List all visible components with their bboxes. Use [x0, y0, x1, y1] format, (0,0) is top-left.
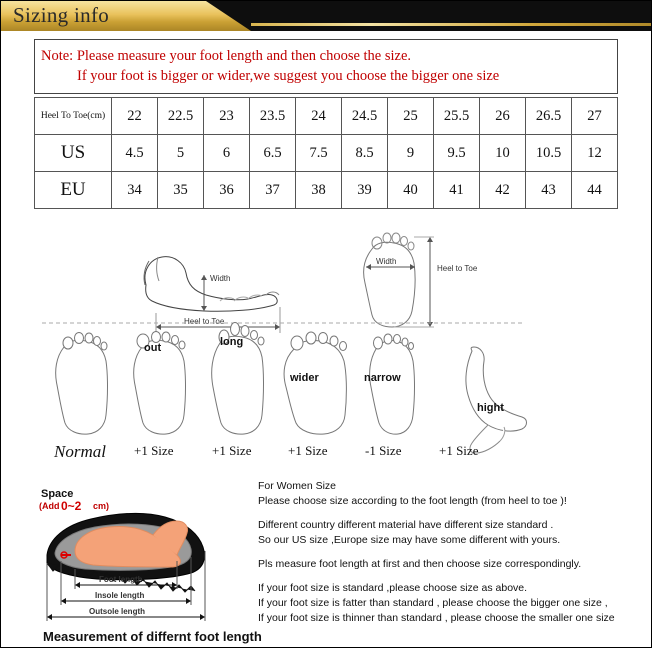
cell: 22 — [112, 98, 158, 135]
cell: 24 — [296, 98, 342, 135]
note-line-1: Note: Please measure your foot length and then choose the size. — [41, 48, 412, 64]
row-label-us: US — [35, 135, 112, 172]
spacer — [258, 548, 640, 557]
info-line-4: Pls measure foot length at first and then choose size correspondingly. — [258, 558, 582, 570]
size-table-body — [35, 98, 618, 209]
top-foot-width-label: Width — [376, 257, 397, 266]
gold-rule-decoration — [251, 23, 651, 26]
space-add-prefix: (Add — [39, 501, 60, 511]
cell: 10.5 — [526, 135, 572, 172]
info-title: For Women Size — [258, 480, 336, 492]
cell: 43 — [526, 172, 572, 209]
shoe-diagram-svg — [31, 477, 246, 627]
spacer — [258, 509, 640, 518]
foot-shape-label-narrow: narrow — [364, 372, 401, 384]
outsole-length-label: Outsole length — [89, 607, 145, 616]
cell: 41 — [434, 172, 480, 209]
cell: 10 — [480, 135, 526, 172]
cell: 27 — [572, 98, 618, 135]
spacer — [258, 572, 640, 581]
cell: 23.5 — [250, 98, 296, 135]
foot-size-label-long: +1 Size — [212, 443, 252, 458]
row-label-heel-to-toe: Heel To Toe(cm) — [35, 98, 112, 135]
space-add-suffix: cm) — [93, 501, 110, 511]
side-foot-heel-to-toe-label: Heel to Toe — [184, 317, 225, 326]
cell: 26.5 — [526, 98, 572, 135]
cell: 42 — [480, 172, 526, 209]
side-foot-width-label: Width — [210, 274, 231, 283]
cell: 9.5 — [434, 135, 480, 172]
foot-shape-label-out: out — [144, 342, 162, 354]
cell: 35 — [158, 172, 204, 209]
foot-shape-narrow — [370, 334, 415, 434]
foot-size-label-out: +1 Size — [134, 443, 174, 458]
bottom-section — [1, 477, 652, 647]
cell: 37 — [250, 172, 296, 209]
foot-length-label: Foot length — [99, 575, 143, 584]
cell: 34 — [112, 172, 158, 209]
space-add-value: 0~2 — [61, 499, 82, 513]
cell: 25.5 — [434, 98, 480, 135]
foot-shape-label-wider: wider — [290, 372, 319, 384]
cell: 25 — [388, 98, 434, 135]
table-row — [35, 135, 618, 172]
foot-size-label-hight: +1 Size — [439, 443, 479, 458]
foot-illustrations — [34, 215, 618, 477]
info-line-7: If your foot size is thinner than standard , please choose the smaller one size — [258, 612, 615, 624]
cell: 36 — [204, 172, 250, 209]
foot-shape-label-hight: hight — [477, 402, 504, 414]
cell: 44 — [572, 172, 618, 209]
size-conversion-table — [34, 97, 618, 209]
size-info-text — [258, 479, 640, 626]
cell: 24.5 — [342, 98, 388, 135]
foot-shape-label-long: long — [220, 336, 244, 348]
cell: 40 — [388, 172, 434, 209]
info-line-6: If your foot size is fatter than standard , please choose the bigger one size , — [258, 597, 608, 609]
top-foot-heel-to-toe-label: Heel to Toe — [437, 264, 478, 273]
measurement-caption: Measurement of differnt foot length — [43, 629, 262, 644]
shoe-measurement-diagram — [31, 477, 246, 627]
foot-shape-row — [56, 323, 527, 454]
page-title: Sizing info — [13, 3, 110, 27]
insole-length-label: Insole length — [95, 591, 145, 600]
cell: 9 — [388, 135, 434, 172]
cell: 38 — [296, 172, 342, 209]
foot-shape-normal — [56, 333, 108, 435]
info-line-2: Different country different material have different size standard . — [258, 519, 554, 531]
cell: 23 — [204, 98, 250, 135]
info-line-3: So our US size ,Europe size may have some different with yours. — [258, 534, 561, 546]
cell: 5 — [158, 135, 204, 172]
info-line-1: Please choose size according to the foot length (from heel to toe )! — [258, 495, 567, 507]
cell: 26 — [480, 98, 526, 135]
table-row — [35, 98, 618, 135]
note-line-2: If your foot is bigger or wider,we suggest you choose the bigger one size — [77, 68, 500, 84]
cell: 8.5 — [342, 135, 388, 172]
table-row — [35, 172, 618, 209]
cell: 4.5 — [112, 135, 158, 172]
note-box — [34, 39, 618, 94]
top-foot-illustration — [364, 233, 434, 327]
cell: 12 — [572, 135, 618, 172]
cell: 39 — [342, 172, 388, 209]
cell: 7.5 — [296, 135, 342, 172]
row-label-eu: EU — [35, 172, 112, 209]
foot-size-label-wider: +1 Size — [288, 443, 328, 458]
foot-size-label-narrow: -1 Size — [365, 443, 402, 458]
foot-shape-hight — [466, 347, 527, 453]
info-line-5: If your foot size is standard ,please choose size as above. — [258, 582, 528, 594]
cell: 6 — [204, 135, 250, 172]
foot-illustration-svg — [34, 215, 618, 477]
cell: 22.5 — [158, 98, 204, 135]
header-banner — [1, 1, 651, 31]
cell: 6.5 — [250, 135, 296, 172]
foot-size-label-normal: Normal — [54, 442, 106, 461]
space-label: Space — [41, 488, 74, 500]
